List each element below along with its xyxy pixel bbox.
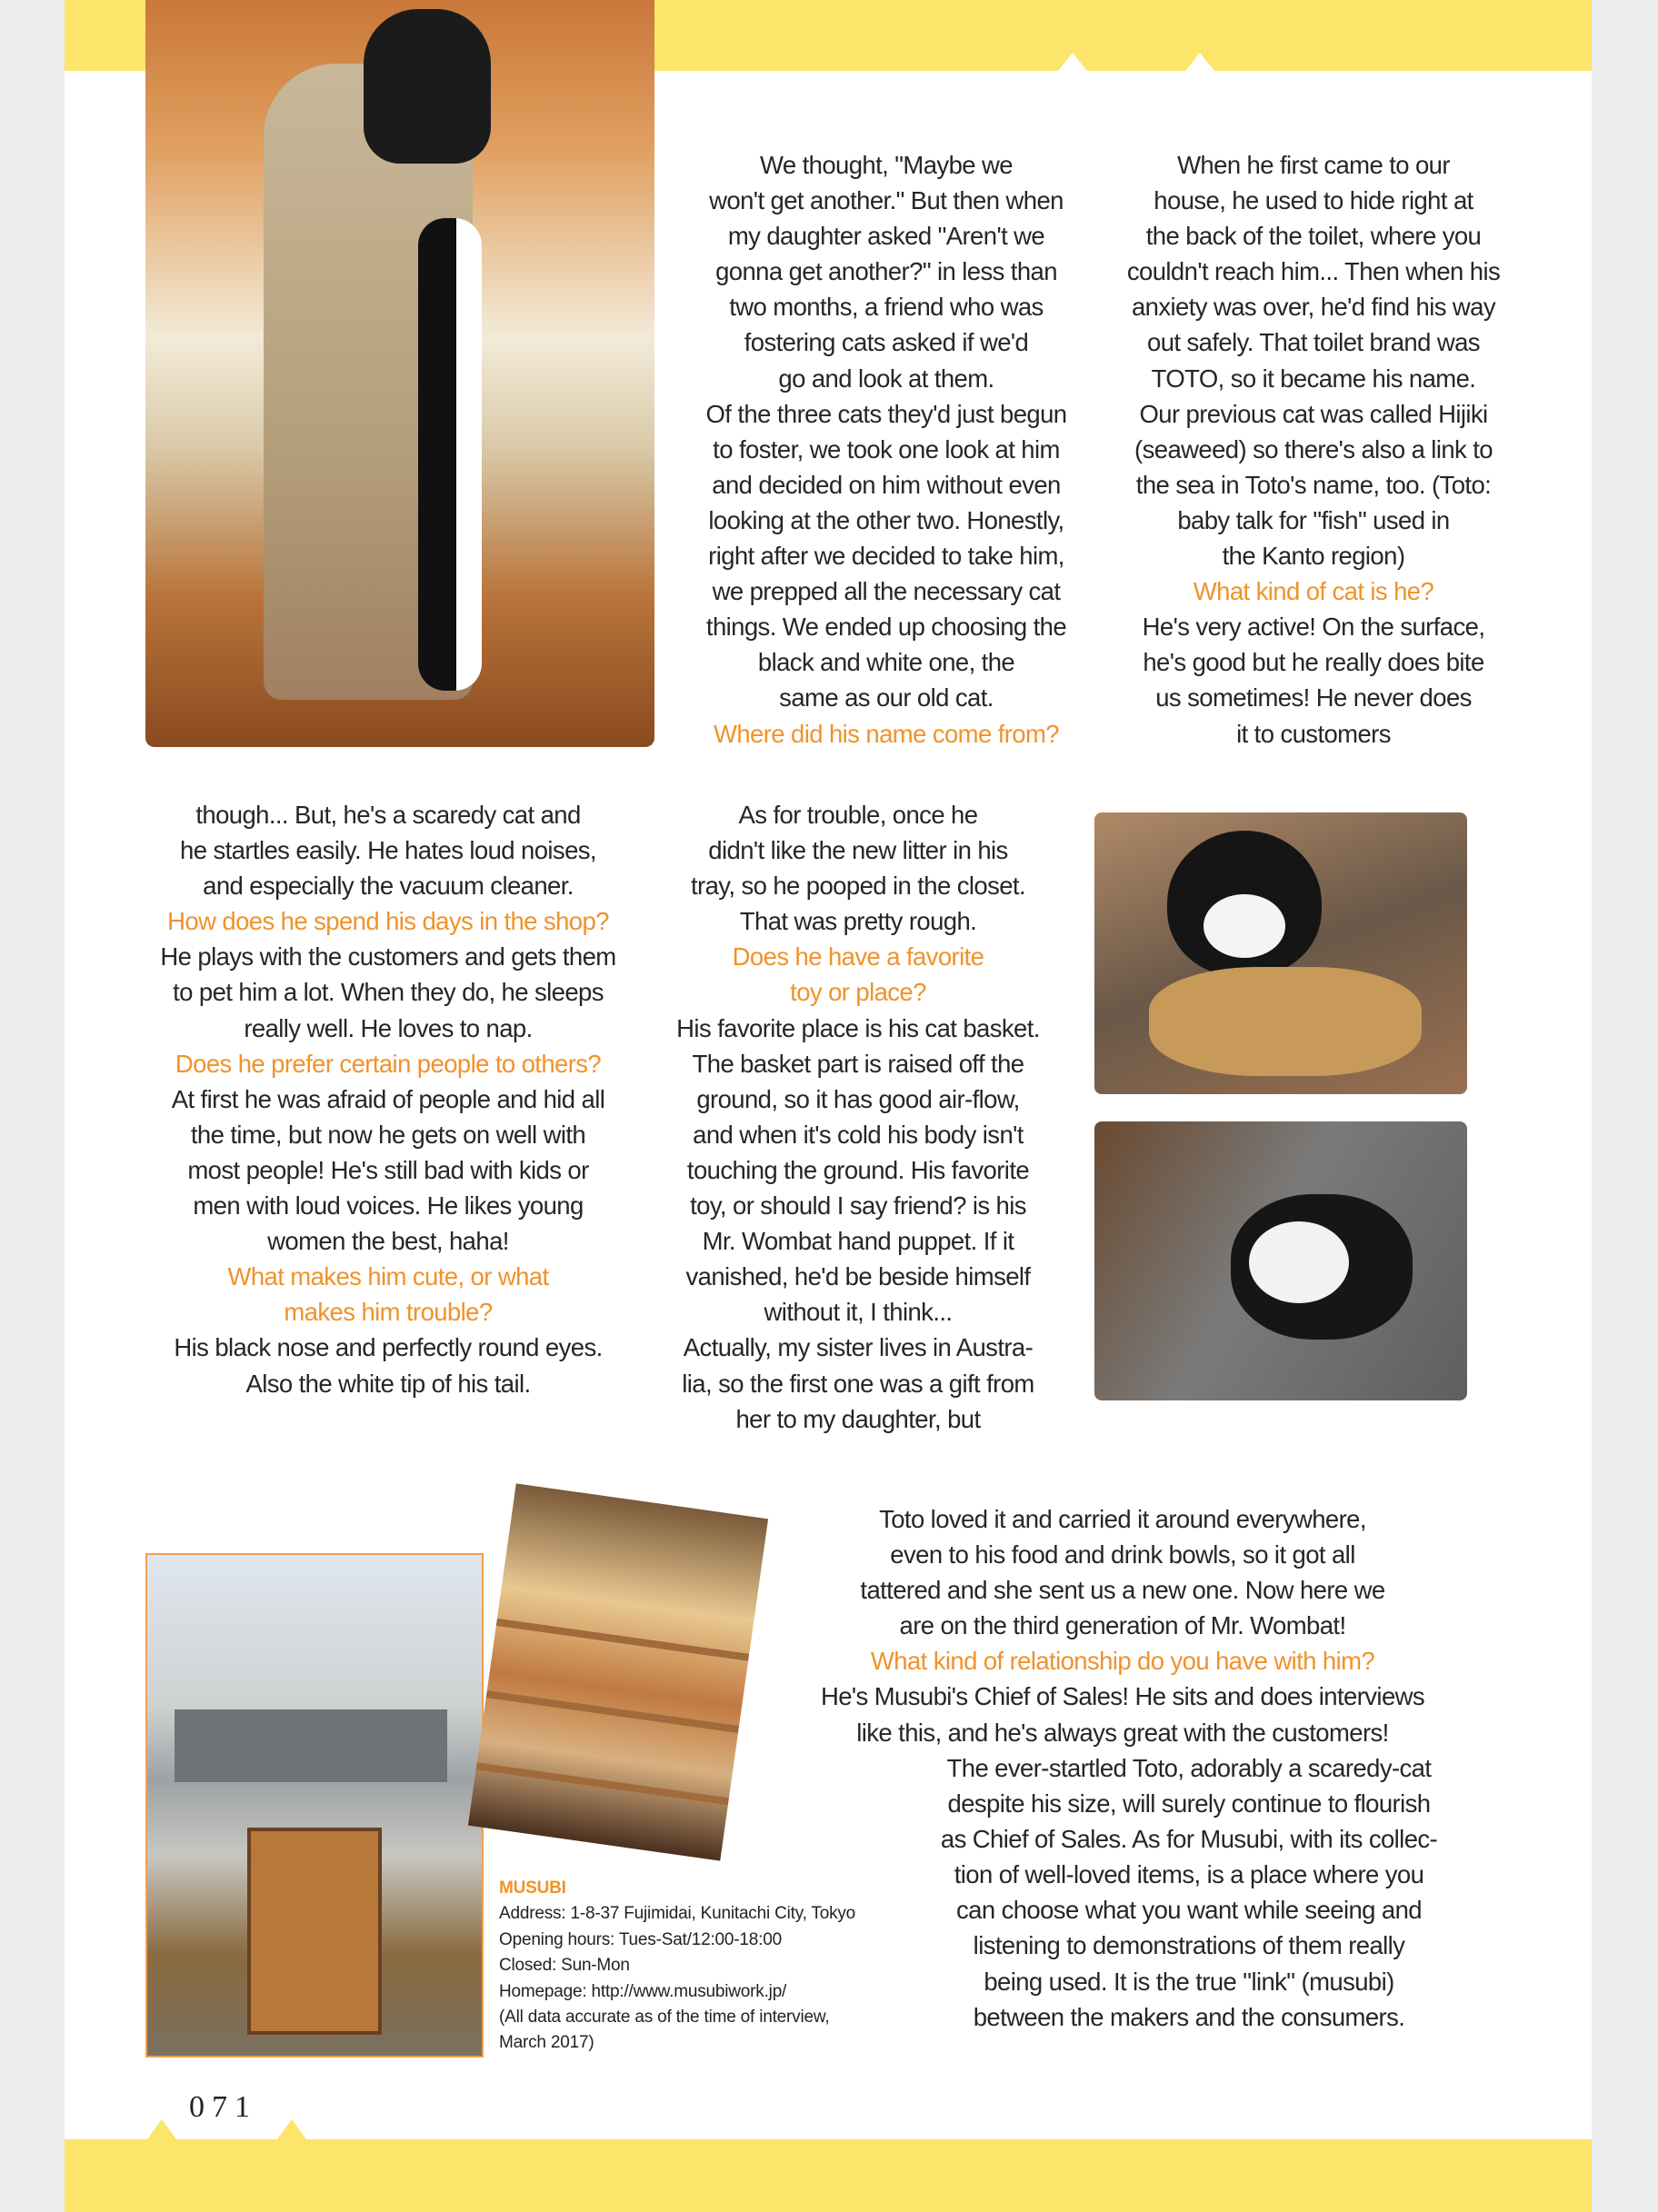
- question-heading: Where did his name come from?: [714, 719, 1059, 748]
- text-column-mid-left: [160, 797, 615, 1401]
- text-line: right after we decided to take him,: [708, 542, 1064, 571]
- shop-address: Address: 1-8-37 Fujimidai, Kunitachi City, Tokyo: [499, 1904, 856, 1924]
- shop-hours: Opening hours: Tues-Sat/12:00-18:00: [499, 1929, 782, 1949]
- text-block-bottom-a: [821, 1501, 1424, 1750]
- shop-note: (All data accurate as of the time of interview,: [499, 2008, 830, 2028]
- text-line: go and look at them.: [778, 364, 994, 393]
- question-heading: What kind of relationship do you have with him?: [870, 1647, 1375, 1676]
- text-line: her to my daughter, but: [735, 1404, 981, 1433]
- text-line: even to his food and drink bowls, so it got all: [890, 1540, 1355, 1569]
- text-line: and decided on him without even: [712, 470, 1061, 499]
- text-line: being used. It is the true "link" (musubi): [984, 1967, 1394, 1996]
- text-line: His favorite place is his cat basket.: [676, 1013, 1040, 1042]
- ear-notch: [147, 2119, 176, 2139]
- text-line: can choose what you want while seeing and: [955, 1896, 1422, 1925]
- text-line: things. We ended up choosing the: [705, 613, 1067, 642]
- ear-notch: [1058, 53, 1087, 71]
- text-line: though... But, he's a scaredy cat and: [195, 801, 581, 829]
- text-line: my daughter asked "Aren't we: [727, 222, 1045, 251]
- text-line: between the makers and the consumers.: [973, 2002, 1405, 2031]
- text-line: touching the ground. His favorite: [686, 1155, 1030, 1184]
- text-line: anxiety was over, he'd find his way: [1131, 293, 1496, 322]
- photo-shop-interior: [468, 1483, 768, 1860]
- question-heading: What kind of cat is he?: [1193, 577, 1434, 606]
- text-line: (seaweed) so there's also a link to: [1134, 434, 1493, 463]
- text-line: gonna get another?" in less than: [715, 257, 1057, 286]
- text-line: Actually, my sister lives in Austra-: [683, 1333, 1034, 1362]
- text-line: and when it's cold his body isn't: [693, 1120, 1024, 1149]
- text-line: won't get another." But then when: [709, 186, 1064, 215]
- shop-note: March 2017): [499, 2033, 594, 2053]
- text-line: fostering cats asked if we'd: [744, 328, 1029, 357]
- text-line: we prepped all the necessary cat: [712, 577, 1061, 606]
- text-line: same as our old cat.: [779, 683, 994, 712]
- photo-cat-with-puppet: [1094, 1121, 1467, 1400]
- text-line: and especially the vacuum cleaner.: [203, 872, 574, 901]
- text-line: He's very active! On the surface,: [1142, 613, 1485, 642]
- text-line: At first he was afraid of people and hid all: [171, 1084, 605, 1113]
- text-line: women the best, haha!: [267, 1227, 509, 1256]
- text-line: vanished, he'd be beside himself: [685, 1262, 1031, 1291]
- text-line: as Chief of Sales. As for Musubi, with its collec-: [940, 1825, 1438, 1854]
- text-line: the Kanto region): [1222, 542, 1405, 571]
- text-line: TOTO, so it became his name.: [1151, 364, 1476, 393]
- text-line: the sea in Toto's name, too. (Toto:: [1135, 470, 1492, 499]
- text-line: Mr. Wombat hand puppet. If it: [702, 1227, 1014, 1256]
- ear-notch: [1185, 53, 1214, 71]
- text-line: house, he used to hide right at: [1154, 186, 1473, 215]
- text-line: he's good but he really does bite: [1143, 648, 1484, 677]
- question-heading: toy or place?: [790, 978, 926, 1007]
- text-line: it to customers: [1236, 719, 1391, 748]
- ear-notch: [277, 2119, 306, 2139]
- text-line: really well. He loves to nap.: [244, 1013, 533, 1042]
- text-line: The ever-startled Toto, adorably a scaredy-cat: [946, 1754, 1432, 1782]
- text-line: looking at the other two. Honestly,: [708, 505, 1064, 534]
- text-line: ground, so it has good air-flow,: [696, 1084, 1020, 1113]
- text-column-mid-right: [676, 797, 1040, 1437]
- text-line: he startles easily. He hates loud noises,: [180, 836, 596, 865]
- text-column-top-right: [1127, 147, 1500, 752]
- text-line: without it, I think...: [764, 1298, 953, 1327]
- text-line: Toto loved it and carried it around everywhere,: [879, 1505, 1366, 1533]
- text-line: like this, and he's always great with the customers!: [856, 1718, 1389, 1747]
- text-line: black and white one, the: [757, 648, 1015, 677]
- page-number: 071: [189, 2090, 257, 2124]
- question-heading: Does he prefer certain people to others?: [175, 1049, 602, 1078]
- photo-shop-exterior: [145, 1553, 484, 2058]
- shop-homepage: Homepage: http://www.musubiwork.jp/: [499, 1981, 787, 2001]
- question-heading: How does he spend his days in the shop?: [167, 907, 609, 936]
- text-line: the back of the toilet, where you: [1145, 222, 1482, 251]
- photo-cat-in-basket: [1094, 812, 1467, 1094]
- text-line: men with loud voices. He likes young: [193, 1191, 584, 1221]
- text-line: The basket part is raised off the: [692, 1049, 1024, 1078]
- text-line: baby talk for "fish" used in: [1177, 505, 1450, 534]
- shop-name: MUSUBI: [499, 1878, 566, 1898]
- text-column-top-left: [705, 147, 1066, 752]
- text-block-bottom-b: [941, 1750, 1437, 2035]
- text-line: didn't like the new litter in his: [708, 836, 1008, 865]
- text-line: Of the three cats they'd just begun: [705, 399, 1067, 428]
- text-line: Our previous cat was called Hijiki: [1139, 399, 1488, 428]
- shop-closed: Closed: Sun-Mon: [499, 1956, 630, 1976]
- question-heading: Does he have a favorite: [732, 942, 984, 971]
- text-line: tion of well-loved items, is a place where you: [954, 1860, 1424, 1889]
- text-line: two months, a friend who was: [729, 293, 1044, 322]
- text-line: That was pretty rough.: [739, 907, 977, 936]
- text-line: to foster, we took one look at him: [713, 434, 1060, 463]
- text-line: His black nose and perfectly round eyes.: [174, 1333, 603, 1362]
- text-line: tattered and she sent us a new one. Now here we: [860, 1576, 1385, 1605]
- text-line: As for trouble, once he: [738, 801, 978, 829]
- text-line: When he first came to our: [1177, 151, 1450, 179]
- text-line: toy, or should I say friend? is his: [690, 1191, 1026, 1221]
- text-line: He's Musubi's Chief of Sales! He sits and does interviews: [820, 1682, 1425, 1711]
- text-line: despite his size, will surely continue to flourish: [947, 1789, 1431, 1818]
- photo-woman-holding-cat: [145, 0, 654, 747]
- shop-info: [499, 1876, 855, 2057]
- text-line: most people! He's still bad with kids or: [187, 1155, 589, 1184]
- text-line: lia, so the first one was a gift from: [682, 1369, 1034, 1398]
- question-heading: What makes him cute, or what: [227, 1262, 549, 1291]
- text-line: the time, but now he gets on well with: [190, 1120, 586, 1149]
- text-line: to pet him a lot. When they do, he sleeps: [173, 978, 604, 1007]
- text-line: tray, so he pooped in the closet.: [691, 872, 1025, 901]
- text-line: us sometimes! He never does: [1155, 683, 1472, 712]
- question-heading: makes him trouble?: [284, 1298, 493, 1327]
- text-line: He plays with the customers and gets them: [160, 942, 616, 971]
- text-line: are on the third generation of Mr. Wombat!: [899, 1611, 1346, 1640]
- text-line: listening to demonstrations of them really: [973, 1931, 1405, 1960]
- bottom-yellow-band: [65, 2139, 1592, 2212]
- text-line: We thought, "Maybe we: [760, 151, 1013, 179]
- text-line: couldn't reach him... Then when his: [1126, 257, 1501, 286]
- text-line: Also the white tip of his tail.: [245, 1369, 531, 1398]
- text-line: out safely. That toilet brand was: [1147, 328, 1480, 357]
